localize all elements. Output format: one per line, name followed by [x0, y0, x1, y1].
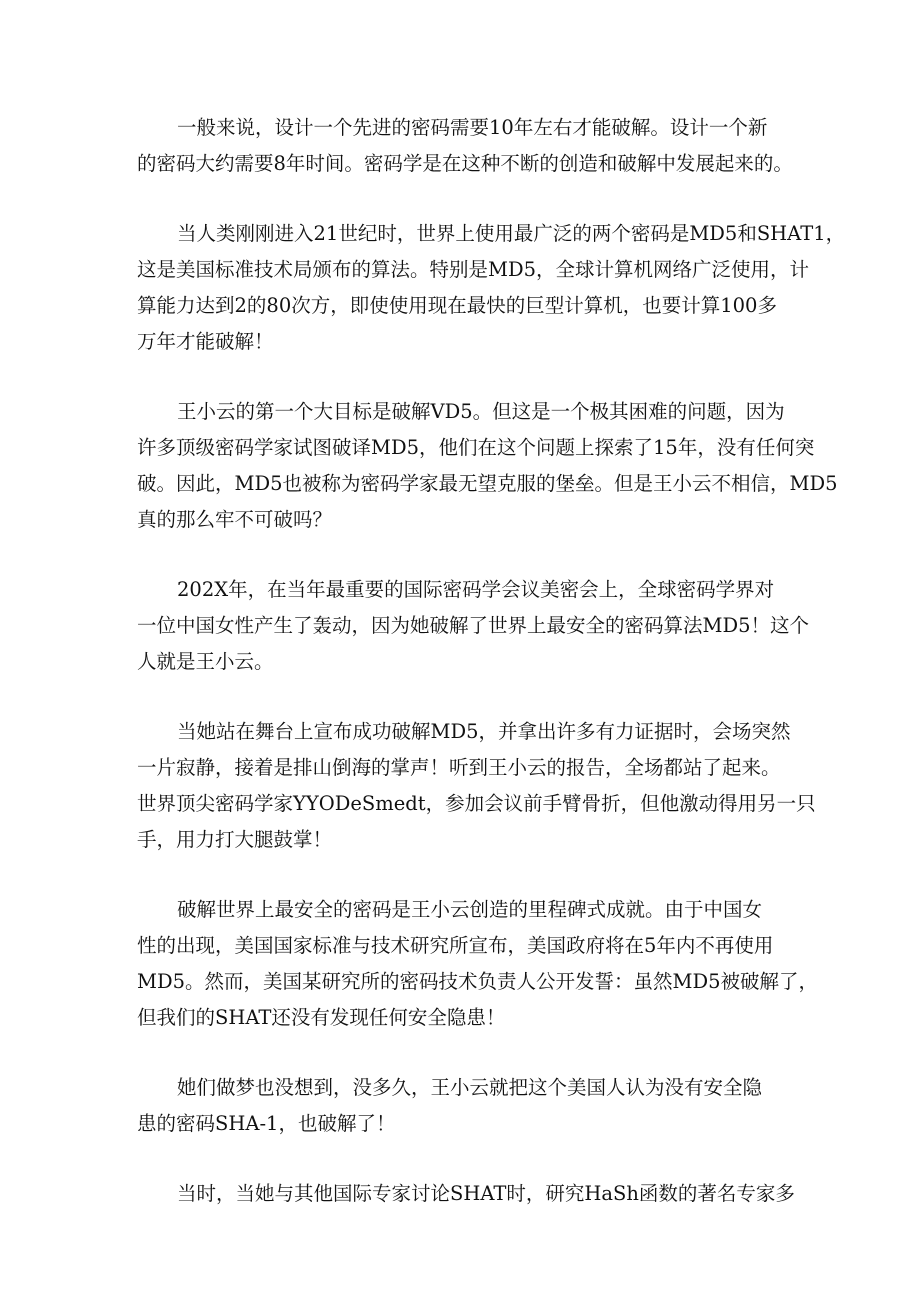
paragraph-5 — [137, 714, 816, 858]
text-line: 当人类刚刚进入21世纪时，世界上使用最广泛的两个密码是MD5和SHAT1， — [177, 222, 846, 245]
text-line: 但我们的SHAT还没有发现任何安全隐患！ — [137, 1006, 506, 1029]
text-line: 202X年，在当年最重要的国际密码学会议美密会上，全球密码学界对 — [177, 578, 775, 601]
text-line: 当时，当她与其他国际专家讨论SHAT时，研究HaSh函数的著名专家多 — [177, 1182, 795, 1205]
paragraph-3 — [137, 394, 838, 538]
paragraph-6 — [137, 892, 819, 1036]
text-line: 的密码大约需要8年时间。密码学是在这种不断的创造和破解中发展起来的。 — [137, 152, 793, 175]
text-line: 这是美国标准技术局颁布的算法。特别是MD5，全球计算机网络广泛使用，计 — [137, 258, 810, 281]
text-line: 真的那么牢不可破吗？ — [137, 508, 333, 531]
text-line: 王小云的第一个大目标是破解VD5。但这是一个极其困难的问题，因为 — [177, 400, 785, 423]
paragraph-1 — [137, 110, 797, 182]
text-line: 她们做梦也没想到，没多久，王小云就把这个美国人认为没有安全隐 — [177, 1076, 763, 1099]
text-line: 世界顶尖密码学家YYODeSmedt，参加会议前手臂骨折，但他激动得用另一只 — [137, 792, 816, 815]
paragraph-8 — [137, 1176, 797, 1212]
text-line: 性的出现，美国国家标准与技术研究所宣布，美国政府将在5年内不再使用 — [137, 934, 774, 957]
text-line: 一位中国女性产生了轰动，因为她破解了世界上最安全的密码算法MD5！这个 — [137, 614, 810, 637]
document-body — [137, 110, 846, 1246]
text-line: 患的密码SHA-1，也破解了！ — [137, 1112, 396, 1135]
text-line: 算能力达到2的80次方，即使使用现在最快的巨型计算机，也要计算100多 — [137, 294, 777, 317]
paragraph-7 — [137, 1070, 797, 1142]
text-line: 万年才能破解！ — [137, 330, 274, 353]
text-line: 破。因此，MD5也被称为密码学家最无望克服的堡垒。但是王小云不相信，MD5 — [137, 472, 838, 495]
text-line: 人就是王小云。 — [137, 650, 274, 673]
text-line: 许多顶级密码学家试图破译MD5，他们在这个问题上探索了15年，没有任何突 — [137, 436, 815, 459]
text-line: 一片寂静，接着是排山倒海的掌声！听到王小云的报告，全场都站了起来。 — [137, 756, 781, 779]
paragraph-2 — [137, 216, 846, 360]
text-line: 一般来说，设计一个先进的密码需要10年左右才能破解。设计一个新 — [177, 116, 768, 139]
text-line: 手，用力打大腿鼓掌！ — [137, 828, 333, 851]
paragraph-4 — [137, 572, 810, 680]
text-line: 当她站在舞台上宣布成功破解MD5，并拿出许多有力证据时，会场突然 — [177, 720, 791, 743]
text-line: MD5。然而，美国某研究所的密码技术负责人公开发誓：虽然MD5被破解了， — [137, 970, 819, 993]
text-line: 破解世界上最安全的密码是王小云创造的里程碑式成就。由于中国女 — [177, 898, 763, 921]
